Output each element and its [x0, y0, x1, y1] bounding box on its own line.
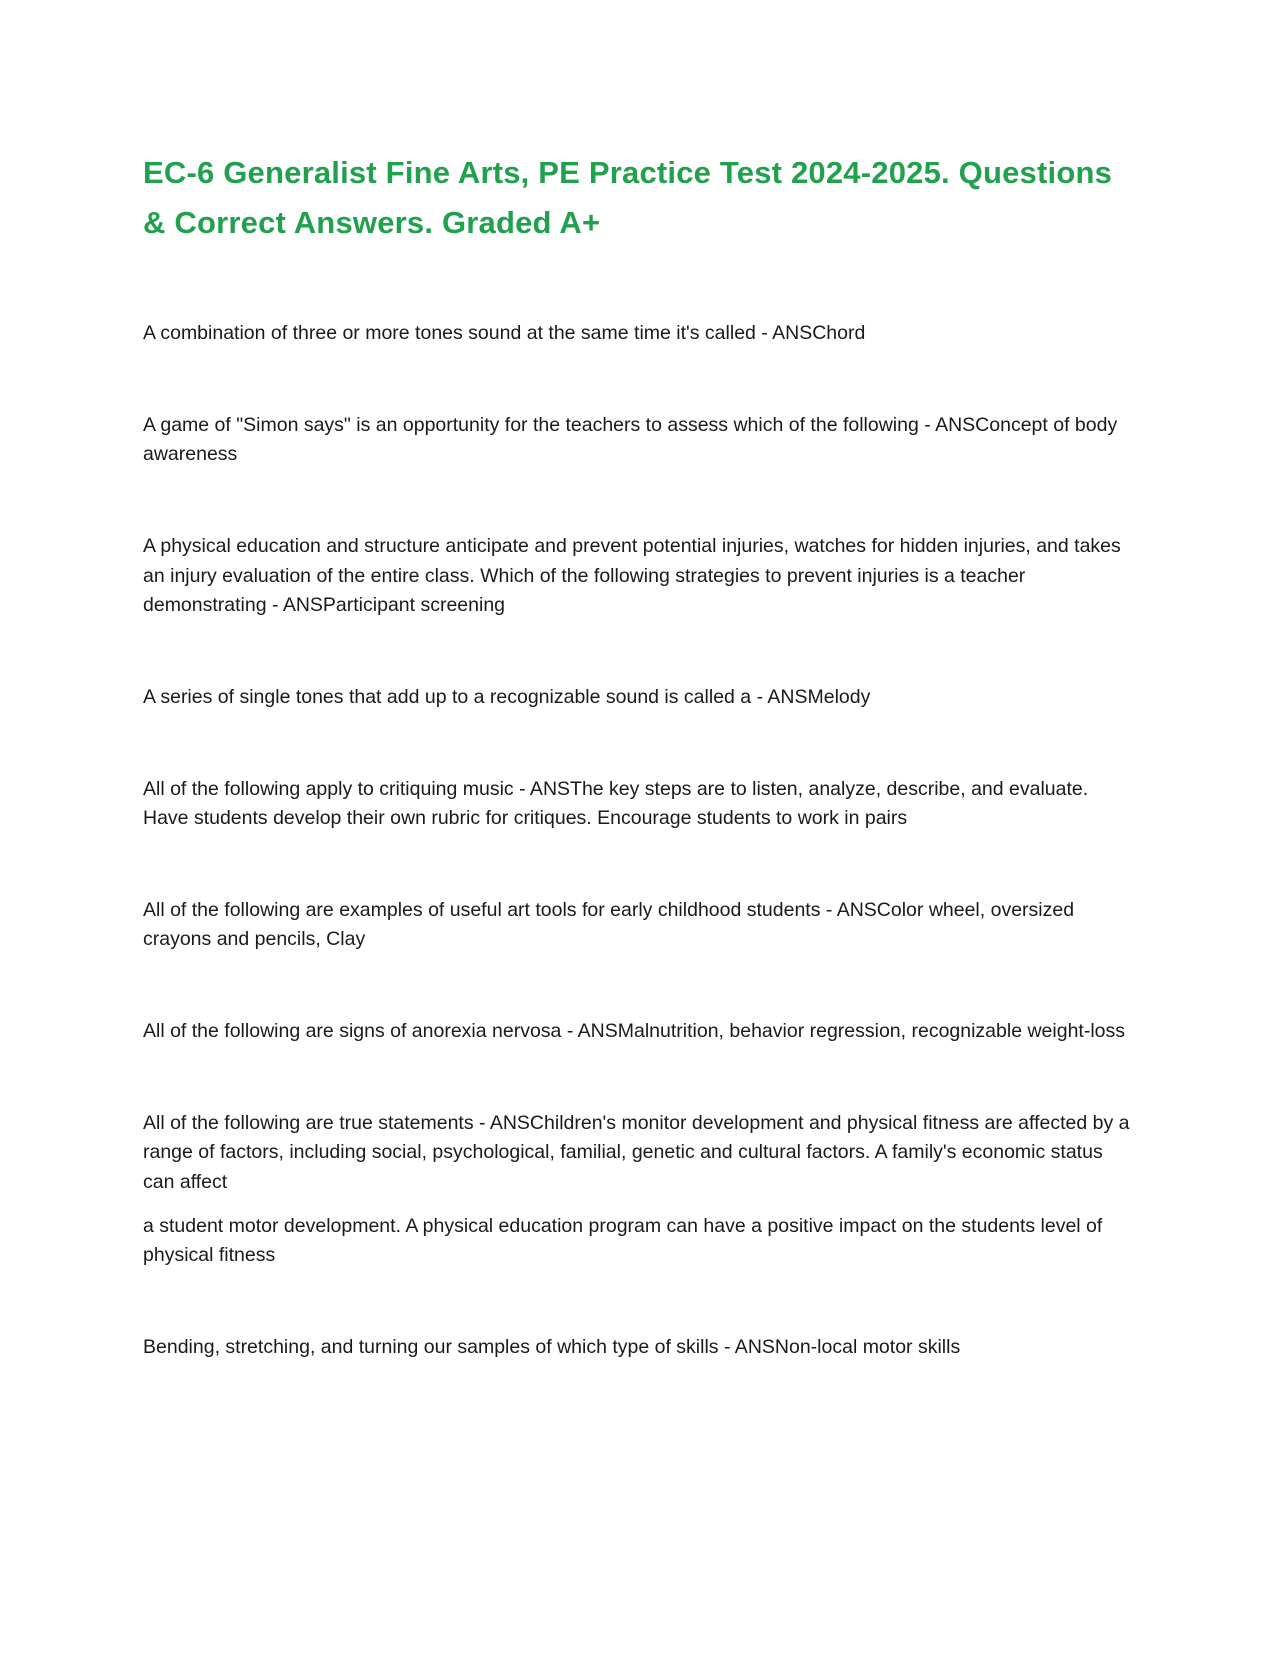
qa-paragraph-1: A combination of three or more tones sound at the same time it's called - ANSChord — [143, 322, 866, 345]
qa-paragraph-8: All of the following are true statements - ANSChildren's monitor development and physical fitness are affected by a range of factors, including social, psychological, familial, genetic and cultural factors. A family's economic status can affect — [143, 1111, 1130, 1193]
qa-paragraph-8-continuation: a student motor development. A physical education program can have a positive impact on the students level of physical fitness — [143, 1214, 1103, 1267]
qa-paragraph-9: Bending, stretching, and turning our samples of which type of skills - ANSNon-local motor skills — [143, 1335, 961, 1358]
page-title: EC-6 Generalist Fine Arts, PE Practice Test 2024-2025. Questions & Correct Answers. Graded A+ — [143, 155, 1113, 240]
qa-paragraph-7: All of the following are signs of anorexia nervosa - ANSMalnutrition, behavior regression, recognizable weight-loss — [143, 1020, 1126, 1043]
qa-paragraph-2: A game of "Simon says" is an opportunity for the teachers to assess which of the following - ANSConcept of body awareness — [143, 413, 1118, 466]
qa-paragraph-3: A physical education and structure anticipate and prevent potential injuries, watches for hidden injuries, and takes an injury evaluation of the entire class. Which of the following strategies to prevent injuries is a teacher demonstrating - ANSParticipant screening — [143, 535, 1121, 617]
qa-paragraph-5: All of the following apply to critiquing music - ANSThe key steps are to listen, analyze, describe, and evaluate. Have students develop their own rubric for critiques. Encourage students to work in pairs — [143, 777, 1089, 830]
qa-paragraph-6: All of the following are examples of useful art tools for early childhood students - ANSColor wheel, oversized crayons and pencils, Clay — [143, 898, 1075, 951]
qa-paragraph-4: A series of single tones that add up to a recognizable sound is called a - ANSMelody — [143, 685, 871, 708]
